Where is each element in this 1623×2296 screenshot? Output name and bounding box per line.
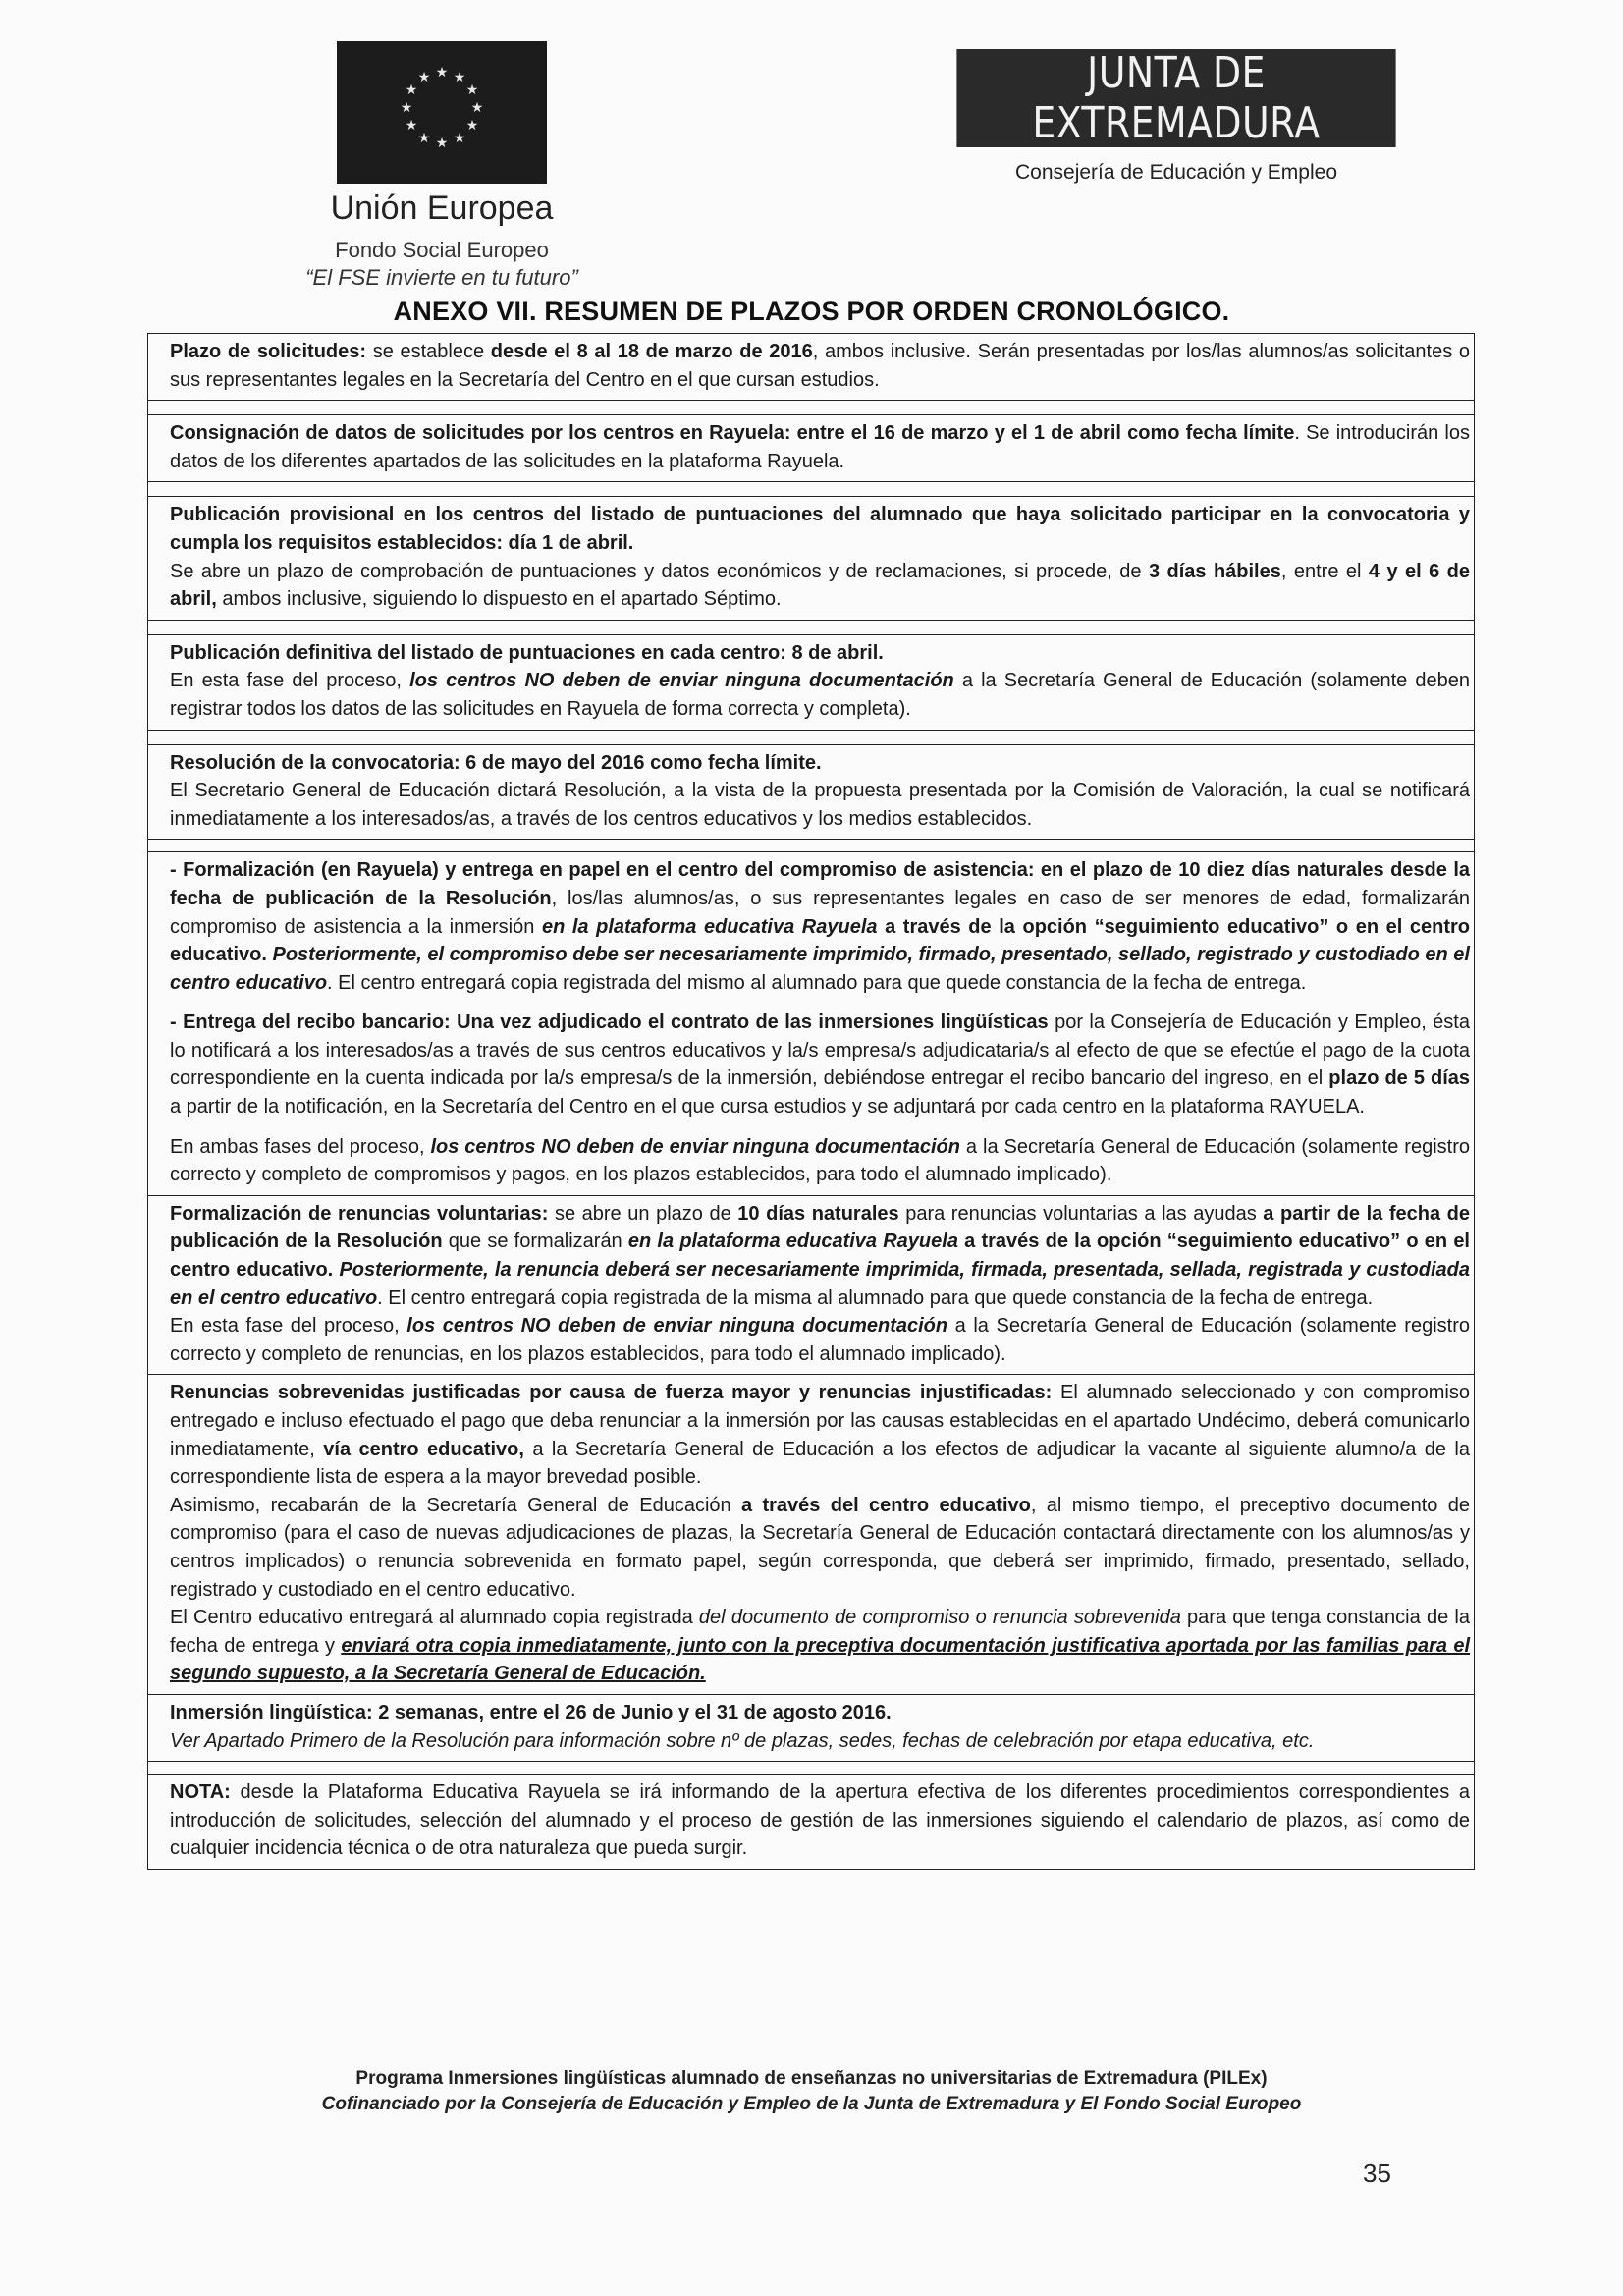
text-run: a partir de la notificación, en la Secretaría del Centro en el que cursa estudios y se adjuntará por cada centro en la plataforma RAYUELA.: [170, 1096, 1365, 1119]
text-run: del documento de compromiso o renuncia sobrevenida: [698, 1607, 1181, 1629]
row-paragraph: [170, 1727, 1470, 1756]
text-run: vía centro educativo,: [323, 1438, 524, 1460]
text-run: En esta fase del proceso,: [170, 670, 410, 692]
deadline-row: [148, 635, 1474, 731]
text-run: En esta fase del proceso,: [170, 1315, 407, 1338]
deadline-table: [147, 333, 1475, 1870]
row-separator: [148, 621, 1474, 635]
row-paragraph: [170, 1699, 1470, 1727]
text-run: El alumnado seleccionado y con compromiso entregado e incluso efectuado el pago que deba renunciar a la inmersión por las causas establecidas en el apartado Undécimo, deberá comunicarlo inmediatamente,: [170, 1382, 1470, 1460]
text-run: por la Consejería de Educación y Empleo, ésta lo notificará a los interesados/as a través de sus centros educativos y la/s empresa/s adjudicataria/s al efecto de que se efectúe el pago de la cuota correspondiente en la cuenta indicada por la/s empresa/s de la inmersión, debiéndose entregar el recibo bancario del ingreso, en el: [170, 1011, 1470, 1090]
text-run: en la plataforma educativa Rayuela: [627, 1230, 958, 1253]
svg-text:★: ★: [465, 82, 479, 98]
row-paragraph: [170, 777, 1470, 833]
text-run: se establece: [366, 341, 491, 362]
text-run: se abre un plazo de: [548, 1202, 738, 1225]
svg-text:★: ★: [435, 136, 449, 151]
text-run: Inmersión lingüística: 2 semanas, entre el 26 de Junio y el 31 de agosto 2016.: [170, 1701, 892, 1723]
eu-subtitle: Fondo Social Europeo: [335, 238, 549, 262]
text-run: plazo de 5 días: [1328, 1067, 1470, 1090]
text-run: Formalización de renuncias voluntarias:: [170, 1202, 549, 1225]
text-run: , entre el: [1280, 560, 1369, 582]
page-number: 35: [1363, 2159, 1391, 2188]
text-run: . Se introducirán los datos de los diferentes apartados de las solicitudes en la plataforma Rayuela.: [170, 422, 1470, 472]
svg-text:★: ★: [400, 100, 413, 116]
footer-program: Programa Inmersiones lingüísticas alumnado de enseñanzas no universitarias de Extremadura (PILEx): [355, 2068, 1268, 2089]
deadline-row: [148, 334, 1474, 401]
footer-cofinance: Cofinanciado por la Consejería de Educación y Empleo de la Junta de Extremadura y El Fondo Social Europeo: [321, 2094, 1302, 2114]
row-paragraph: [170, 1312, 1470, 1368]
text-run: Consignación de datos de solicitudes por los centros en Rayuela: entre el 16 de marzo y el 1 de abril como fecha límite: [170, 422, 1295, 445]
text-run: a la Secretaría General de Educación (solamente registro correcto y completo de renuncias, en los plazos establecidos, para todo el alumnado implicado).: [170, 1315, 1470, 1365]
text-run: Renuncias sobrevenidas justificadas por causa de fuerza mayor y renuncias injustificadas:: [170, 1382, 1053, 1404]
row-paragraph: [170, 1009, 1470, 1121]
text-run: 4 y el 6 de abril,: [170, 560, 1471, 611]
text-run: 10 días naturales: [737, 1202, 899, 1225]
text-run: los centros NO deben de enviar ninguna documentación: [406, 1315, 948, 1338]
text-run: los centros NO deben de enviar ninguna documentación: [409, 670, 954, 692]
svg-text:★: ★: [435, 65, 449, 81]
text-run: en la plataforma educativa Rayuela: [541, 915, 878, 938]
deadline-row: [148, 1375, 1474, 1695]
text-run: los centros NO deben de enviar ninguna documentación: [430, 1135, 960, 1158]
row-separator: [148, 1762, 1474, 1775]
svg-text:★: ★: [417, 70, 431, 85]
page-title: ANEXO VII. RESUMEN DE PLAZOS POR ORDEN CRONOLÓGICO.: [393, 297, 1230, 326]
row-separator: [148, 840, 1474, 852]
text-run: [878, 916, 886, 938]
text-run: a partir de la fecha de publicación de la Resolución: [170, 1202, 1471, 1253]
footer: [0, 2068, 1623, 2115]
text-run: que se formalizarán: [442, 1230, 628, 1253]
svg-text:★: ★: [470, 100, 484, 116]
text-run: . El centro entregará copia registrada del mismo al alumnado para que quede constancia de la fecha de entrega.: [327, 971, 1307, 994]
eu-flag-icon: [337, 41, 547, 184]
row-paragraph: [170, 856, 1470, 997]
row-paragraph: [170, 419, 1470, 475]
deadline-row: [148, 1196, 1474, 1376]
row-paragraph: [170, 1133, 1470, 1189]
deadline-row: [148, 745, 1474, 841]
text-run: Plazo de solicitudes:: [170, 341, 367, 362]
text-run: a la Secretaría General de Educación (solamente registro correcto y completo de compromisos y pagos, en los plazos establecidos, para todo el alumnado implicado).: [170, 1135, 1470, 1186]
text-run: a través del centro educativo: [741, 1494, 1031, 1516]
text-run: Asimismo, recabarán de la Secretaría General de Educación: [170, 1494, 741, 1516]
text-run: enviará otra copia inmediatamente, junto con la preceptiva documentación justificativa aportada por las familias para el segundo supuesto, a la Secretaría General de Educación.: [170, 1634, 1471, 1685]
text-run: El Centro educativo entregará al alumnado copia registrada: [170, 1607, 699, 1629]
text-run: Ver Apartado Primero de la Resolución para información sobre nº de plazas, sedes, fechas de celebración por etapa educativa, etc.: [170, 1729, 1315, 1752]
text-run: Publicación provisional en los centros del listado de puntuaciones del alumnado que haya solicitado participar en la convocatoria y cumpla los requisitos establecidos: día 1 de abril.: [170, 504, 1470, 554]
text-run: 3 días hábiles: [1148, 560, 1281, 582]
deadline-row: [148, 852, 1474, 1196]
text-run: - Entrega del recibo bancario: Una vez adjudicado el contrato de las inmersiones lingüísticas: [170, 1011, 1049, 1034]
svg-text:★: ★: [405, 82, 418, 98]
junta-logo: JUNTA DE EXTREMADURA: [956, 49, 1395, 147]
deadline-row: [148, 1775, 1474, 1870]
svg-text:★: ★: [465, 118, 479, 134]
text-run: , al mismo tiempo, el preceptivo documento de compromiso (para el caso de nuevas adjudicaciones de plazas, la Secretaría General de Educación contactará directamente con los alumnos/as y centros implicados) o renuncia sobrevenida en formato papel, según corresponda, que deberá ser imprimido, firmado, presentado, sellado, registrado y custodiado en el centro educativo.: [170, 1494, 1470, 1601]
row-paragraph: [170, 1778, 1470, 1863]
row-paragraph: [170, 501, 1470, 557]
text-run: a través de la opción “seguimiento educativo” o en el centro educativo.: [170, 915, 1471, 966]
text-run: Posteriormente, el compromiso debe ser necesariamente imprimido, firmado, presentado, sellado, registrado y custodiado en el centro educativo: [170, 944, 1470, 994]
text-run: . El centro entregará copia registrada de la misma al alumnado para que quede constancia de la fecha de entrega.: [377, 1286, 1374, 1309]
text-run: , los/las alumnos/as, o sus representantes legales en caso de ser menores de edad, formalizarán compromiso de asistencia a la inmersión: [170, 887, 1470, 938]
text-run: a través de la opción “seguimiento educativo” o en el centro educativo.: [170, 1230, 1470, 1282]
text-run: Resolución de la convocatoria: 6 de mayo del 2016 como fecha límite.: [170, 751, 822, 774]
row-separator: [148, 482, 1474, 497]
deadline-row: [148, 415, 1474, 482]
row-paragraph: [170, 667, 1470, 723]
text-run: En ambas fases del proceso,: [170, 1135, 431, 1158]
row-separator: [148, 731, 1474, 745]
deadline-row: [148, 1695, 1474, 1762]
text-run: desde el 8 al 18 de marzo de 2016: [490, 341, 813, 362]
junta-logo-block: [921, 49, 1432, 185]
text-run: ambos inclusive, siguiendo lo dispuesto en el apartado Séptimo.: [216, 588, 782, 611]
text-run: para renuncias voluntarias a las ayudas: [898, 1202, 1264, 1225]
row-paragraph: [170, 639, 1470, 668]
row-paragraph: [170, 749, 1470, 778]
text-run: para que tenga constancia de la fecha de entrega y: [170, 1607, 1470, 1657]
text-run: a la Secretaría General de Educación (solamente deben registrar todos los datos de las solicitudes en Rayuela de forma correcta y completa).: [170, 670, 1470, 720]
svg-text:★: ★: [405, 118, 418, 134]
text-run: NOTA:: [170, 1781, 231, 1804]
eu-motto: “El FSE invierte en tu futuro”: [305, 265, 578, 290]
row-paragraph: [170, 1604, 1470, 1688]
text-run: , ambos inclusive. Serán presentadas por los/las alumnos/as solicitantes o sus representantes legales en la Secretaría del Centro en el que cursan estudios.: [170, 341, 1470, 391]
svg-text:★: ★: [453, 131, 466, 146]
text-run: - Formalización (en Rayuela) y entrega en papel en el centro del compromiso de asistencia: en el plazo de 10 diez días naturales desde la fecha de publicación de la Resolución: [170, 859, 1470, 909]
deadline-row: [148, 497, 1474, 620]
eu-logo-block: [285, 41, 599, 291]
row-paragraph: [170, 338, 1470, 394]
row-separator: [148, 401, 1474, 415]
text-run: a la Secretaría General de Educación a los efectos de adjudicar la vacante al siguiente alumno/a de la correspondiente lista de espera a la mayor brevedad posible.: [170, 1438, 1470, 1489]
text-run: Posteriormente, la renuncia deberá ser necesariamente imprimida, firmada, presentada, sellada, registrada y custodiada en el centro educativo: [170, 1259, 1470, 1309]
svg-text:★: ★: [417, 131, 431, 146]
text-run: desde la Plataforma Educativa Rayuela se irá informando de la apertura efectiva de los diferentes procedimientos correspondientes a introducción de solicitudes, selección del alumnado y el proceso de gestión de las inmersiones siguiendo el calendario de plazos, así como de cualquier incidencia técnica o de otra naturaleza que pueda surgir.: [170, 1781, 1470, 1860]
svg-text:★: ★: [453, 70, 466, 85]
text-run: Publicación definitiva del listado de puntuaciones en cada centro: 8 de abril.: [170, 641, 884, 664]
row-paragraph: [170, 1200, 1470, 1312]
junta-department: Consejería de Educación y Empleo: [1014, 161, 1338, 184]
row-paragraph: [170, 1492, 1470, 1604]
eu-title: Unión Europea: [330, 190, 554, 227]
text-run: Se abre un plazo de comprobación de puntuaciones y datos económicos y de reclamaciones, si procede, de: [170, 560, 1149, 582]
row-paragraph: [170, 558, 1470, 614]
text-run: El Secretario General de Educación dictará Resolución, a la vista de la propuesta presentada por la Comisión de Valoración, la cual se notificará inmediatamente a los interesados/as, a través de los centros educativos y los medios establecidos.: [170, 780, 1470, 830]
row-paragraph: [170, 1379, 1470, 1491]
